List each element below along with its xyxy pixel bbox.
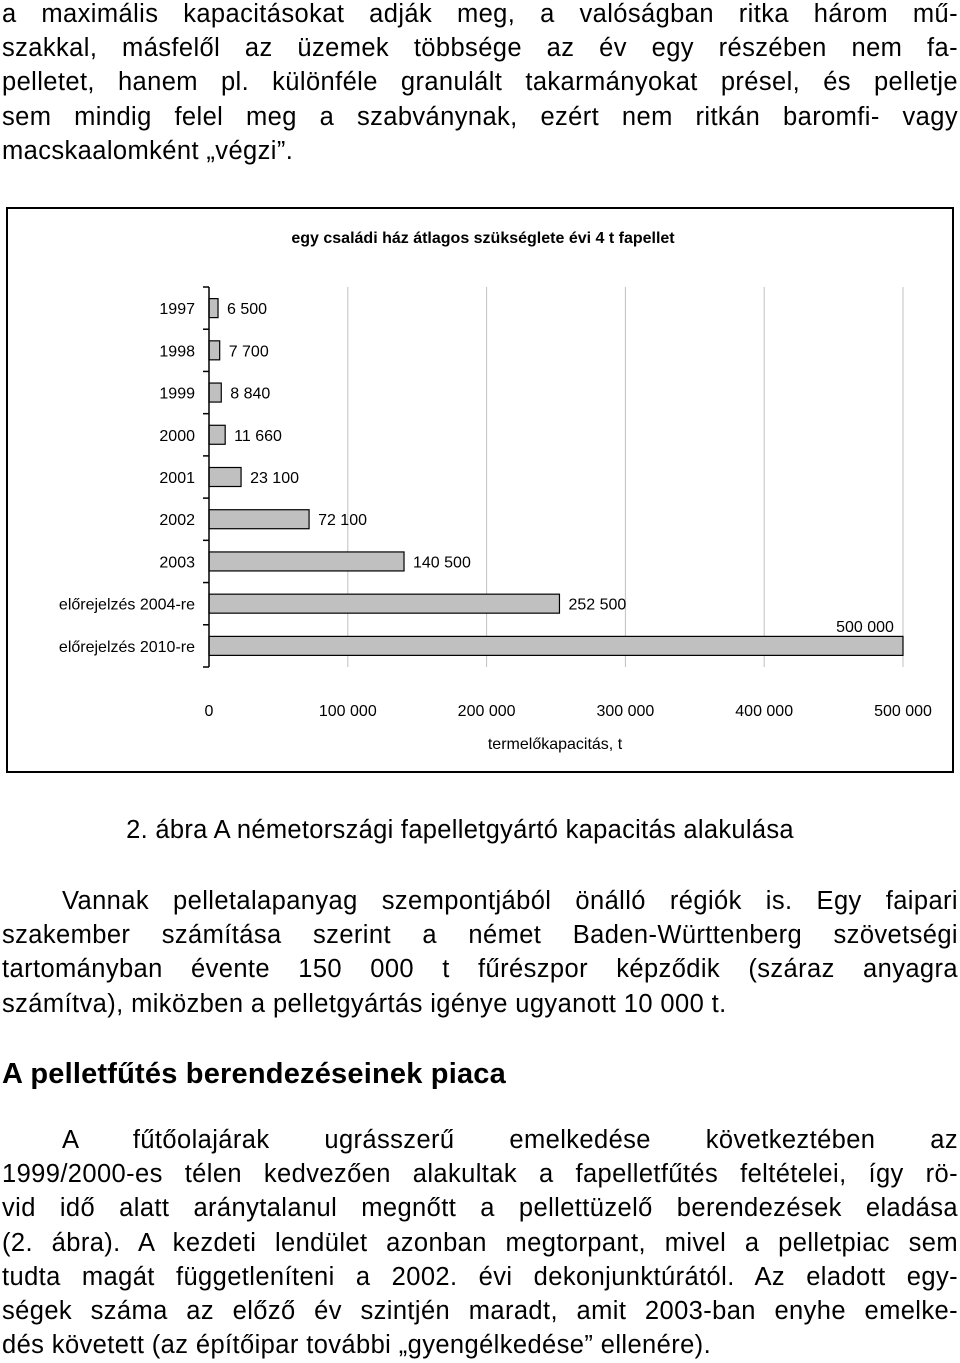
bar: [209, 299, 218, 318]
text-line: vid idő alatt aránytalanul megnőtt a pellettüzelő berendezések eladása: [2, 1194, 958, 1223]
data-label: 23 100: [250, 470, 300, 487]
y-tick-label: 2002: [159, 512, 195, 530]
y-tick-label: 2003: [159, 554, 195, 572]
x-tick-label: 200 000: [457, 703, 516, 720]
bar: [209, 468, 241, 487]
text-line: (2. ábra). A kezdeti lendület azonban megtorpant, mivel a pelletpiac sem: [2, 1228, 958, 1257]
y-tick-label: 1997: [159, 301, 195, 319]
capacity-bar-chart: [8, 209, 952, 771]
bar: [209, 425, 225, 444]
text-line: A fűtőolajárak ugrásszerű emelkedése következtében az: [62, 1126, 958, 1154]
data-label: 72 100: [318, 512, 368, 530]
x-tick-label: 300 000: [596, 703, 655, 720]
x-axis-title: termelőkapacitás, t: [487, 736, 623, 753]
bar: [209, 383, 221, 402]
x-tick-label: 400 000: [735, 703, 794, 720]
data-label: 140 500: [413, 554, 471, 572]
y-tick-label: előrejelzés 2010-re: [58, 638, 195, 656]
y-tick-label: előrejelzés 2004-re: [58, 596, 195, 614]
text-line: pelletet, hanem pl. különféle granulált takarmányokat présel, és pelletje: [2, 68, 958, 97]
data-label: 6 500: [227, 301, 268, 319]
bar: [209, 552, 404, 571]
labels: [59, 301, 932, 720]
paragraph-top: [2, 0, 958, 168]
data-label: 7 700: [228, 343, 269, 361]
x-tick-label: 100 000: [318, 703, 377, 720]
section-heading: A pelletfűtés berendezéseinek piaca: [2, 1058, 506, 1090]
bar: [209, 636, 903, 655]
bars: [209, 299, 903, 656]
bar: [209, 594, 559, 613]
text-line: 1999/2000-es télen kedvezően alakultak a fapelletfűtés feltételei, így rö-: [2, 1160, 958, 1189]
text-line: Vannak pelletalapanyag szempontjából önálló régiók is. Egy faipari: [62, 887, 958, 915]
text-line: tartományban évente 150 000 t fűrészpor képződik (száraz anyagra: [2, 955, 958, 984]
text-line: szakkal, másfelől az üzemek többsége az év egy részében nem fa-: [2, 34, 958, 63]
text-line: sem mindig felel meg a szabványnak, ezért nem ritkán baromfi- vagy: [2, 102, 958, 131]
x-tick-label: 500 000: [874, 703, 932, 720]
figure-caption: 2. ábra A németországi fapelletgyártó kapacitás alakulása: [126, 816, 794, 844]
y-tick-label: 1998: [159, 343, 195, 361]
text-line: ségek száma az előző év szintjén maradt, amit 2003-ban enyhe emelke-: [2, 1297, 958, 1326]
data-label: 8 840: [230, 385, 271, 403]
bar: [209, 341, 220, 360]
data-label: 11 660: [234, 427, 282, 445]
text-line: számítva), miközben a pelletgyártás igénye ugyanott 10 000 t.: [2, 989, 727, 1018]
y-tick-label: 1999: [159, 385, 195, 403]
text-line: tudta magát függetleníteni a 2002. évi dekonjunktúrától. Az eladott egy-: [2, 1262, 958, 1291]
data-label: 252 500: [568, 596, 627, 614]
y-tick-label: 2001: [159, 470, 195, 487]
y-tick-label: 2000: [159, 427, 195, 445]
text-line: a maximális kapacitásokat adják meg, a valóságban ritka három mű-: [2, 0, 958, 28]
chart-frame: [6, 207, 954, 773]
x-tick-label: 0: [204, 703, 214, 720]
bar: [209, 510, 309, 529]
paragraph-mid: [2, 884, 958, 1021]
data-label: 500 000: [836, 618, 894, 636]
chart-title: egy családi ház átlagos szükséglete évi 4 t fapellet: [291, 230, 675, 247]
text-line: macskaalomként „végzi”.: [2, 136, 294, 165]
axes: [203, 287, 209, 667]
paragraph-bottom: [2, 1123, 958, 1362]
text-line: szakember számítása szerint a német Baden-Württenberg szövetségi: [2, 921, 958, 950]
text-line: dés követett (az építőipar további „gyengélkedése” ellenére).: [2, 1331, 712, 1360]
